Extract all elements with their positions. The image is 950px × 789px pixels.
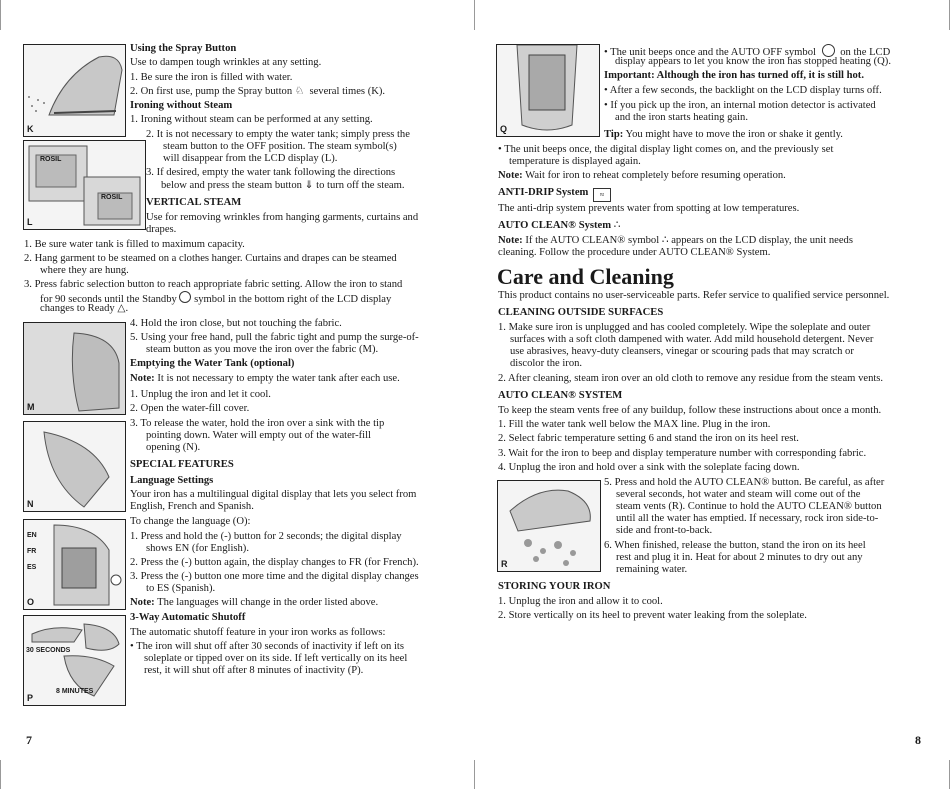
text-line: 5. Using your free hand, pull the fabric tight and pump the surge-of-: [130, 332, 419, 343]
figure-n-empty: [23, 421, 126, 512]
text-line: steam button to the OFF position. The steam symbol(s): [163, 141, 397, 152]
lcd-brand-text: ROSIL: [101, 194, 123, 201]
text-line: 1. Make sure iron is unplugged and has cooled completely. Wipe the soleplate and outer: [498, 322, 871, 333]
heading-empty-tank: Emptying the Water Tank (optional): [130, 358, 295, 369]
auto-clean-icon: ∴: [613, 220, 621, 231]
crop-mark: [0, 760, 1, 789]
text-line: • If you pick up the iron, an internal motion detector is activated: [604, 100, 876, 111]
text-line: 1. Ironing without steam can be performed at any setting.: [130, 114, 373, 125]
heading-ironing: Ironing without Steam: [130, 100, 233, 111]
shutoff-30-seconds: 30 SECONDS: [26, 647, 71, 654]
text-line: 1. Fill the water tank well below the MAX line. Plug in the iron.: [498, 419, 771, 430]
text-line: [130, 597, 378, 610]
text-line: Use for removing wrinkles from hanging garments, curtains and: [146, 212, 419, 223]
figure-label: P: [27, 693, 34, 703]
heading-cleaning-outside: CLEANING OUTSIDE SURFACES: [498, 307, 664, 318]
crop-mark: [474, 0, 475, 30]
figure-label: L: [27, 217, 33, 227]
text-span: changes to Ready: [40, 303, 115, 314]
text-line: 2. Hang garment to be steamed on a clothes hanger. Curtains and drapes can be steamed: [24, 253, 397, 264]
text-span: .: [125, 303, 129, 314]
text-line: 2. Press the (-) button again, the display changes to FR (for French).: [130, 557, 419, 568]
text-span: The languages will change in the order listed above.: [154, 597, 379, 608]
auto-clean-steam-illustration: [498, 481, 600, 571]
heading-language: Language Settings: [130, 475, 214, 486]
text-line: 3. If desired, empty the water tank following the directions: [146, 167, 396, 178]
text-line: • The unit beeps once, the digital display light comes on, and the previously set: [498, 144, 834, 155]
steam-button-icon: ⇓: [304, 180, 314, 191]
text-span: several times (K).: [309, 86, 386, 97]
text-line: cleaning. Follow the procedure under AUTO CLEAN® System.: [498, 247, 771, 258]
heading-special-features: SPECIAL FEATURES: [130, 459, 234, 470]
page-number: 7: [26, 733, 32, 747]
text-span: 2. On first use, pump the Spray button: [130, 86, 293, 97]
text-line: English, French and Spanish.: [130, 501, 254, 512]
crop-mark: [474, 760, 475, 789]
figure-label: K: [27, 124, 34, 134]
text-span: ANTI-DRIP System: [498, 187, 589, 198]
lang-en-label: EN: [27, 532, 37, 539]
figure-l-lcd: [23, 140, 146, 230]
text-span: on the LCD: [840, 47, 891, 58]
text-line: 1. Be sure the iron is filled with water.: [130, 72, 293, 83]
text-line: [40, 303, 128, 316]
text-line: 3. Press the (-) button one more time and the digital display changes: [130, 571, 419, 582]
figure-label: R: [501, 559, 508, 569]
figure-r-auto-clean: [497, 480, 601, 572]
auto-clean-icon: ∴: [661, 235, 669, 246]
text-line: 2. Open the water-fill cover.: [130, 403, 250, 414]
text-line: [130, 373, 400, 386]
text-line: rest and plug it in. Heat for about 2 minutes to dry out any: [616, 552, 863, 563]
text-span: Wait for iron to reheat completely before resuming operation.: [522, 170, 786, 181]
figure-m-vertical: [23, 322, 126, 415]
heading-anti-drip: [498, 187, 611, 202]
text-span: for 90 seconds until the Standby: [40, 294, 177, 305]
language-display-illustration: [24, 520, 125, 609]
empty-tank-illustration: [24, 422, 125, 511]
text-line: use abrasives, heavy-duty cleansers, vinegar or scouring pads that may scratch or: [510, 346, 854, 357]
text-span: If the AUTO CLEAN® symbol: [522, 235, 660, 246]
lang-es-label: ES: [27, 564, 37, 571]
vertical-steam-illustration: [24, 323, 125, 414]
text-span: • The unit beeps once and the AUTO OFF symbol: [604, 47, 816, 58]
note-label: Note:: [130, 597, 155, 608]
figure-p-shutoff: [23, 615, 126, 706]
text-line: 3. To release the water, hold the iron over a sink with the tip: [130, 418, 385, 429]
text-span: below and press the steam button: [161, 180, 302, 191]
text-line: Your iron has a multilingual digital display that lets you select from: [130, 489, 417, 500]
text-span: It is not necessary to empty the water tank after each use.: [154, 373, 400, 384]
text-line: display appears to let you know the iron has stopped heating (Q).: [615, 56, 891, 67]
note-label: Note:: [498, 170, 523, 181]
text-line: 6. When finished, release the button, stand the iron on its heel: [604, 540, 866, 551]
text-line: 1. Be sure water tank is filled to maximum capacity.: [24, 239, 245, 250]
text-line: opening (N).: [146, 442, 201, 453]
text-line: steam button as you move the iron over the fabric (M).: [146, 344, 379, 355]
text-line: [161, 180, 405, 193]
text-line: discolor the iron.: [510, 358, 583, 369]
heading-spray: Using the Spray Button: [130, 43, 237, 54]
heading-vertical-steam: VERTICAL STEAM: [146, 197, 242, 208]
lcd-display-illustration: [24, 141, 145, 229]
text-line: The automatic shutoff feature in your iron works as follows:: [130, 627, 386, 638]
figure-label: M: [27, 402, 35, 412]
text-line: • The iron will shut off after 30 seconds of inactivity if left on its: [130, 641, 404, 652]
text-line: 4. Unplug the iron and hold over a sink with the soleplate facing down.: [498, 462, 800, 473]
heading-auto-clean: [498, 220, 620, 233]
crop-mark: [0, 0, 1, 30]
spray-button-icon: ♘: [294, 86, 305, 97]
text-line: This product contains no user-serviceable parts. Refer service to qualified service personnel.: [498, 290, 890, 301]
text-line: several seconds, hot water and steam will come out of the: [616, 489, 861, 500]
text-line: and the iron starts heating gain.: [615, 112, 748, 123]
figure-k-spray: [23, 44, 126, 137]
note-label: Note:: [498, 235, 523, 246]
heading-storing: STORING YOUR IRON: [498, 581, 611, 592]
text-line: until all the water has emptied. If necessary, rock iron side-to-: [616, 513, 879, 524]
text-line: • After a few seconds, the backlight on the LCD display turns off.: [604, 85, 882, 96]
text-line: To change the language (O):: [130, 516, 251, 527]
text-line: will disappear from the LCD display (L).: [163, 153, 338, 164]
figure-label: O: [27, 597, 35, 607]
text-span: symbol in the bottom right of the LCD display: [194, 294, 392, 305]
text-line: 2. After cleaning, steam iron over an old cloth to remove any residue from the steam vents.: [498, 373, 884, 384]
text-line: 3. Wait for the iron to beep and display temperature number with corresponding fabric.: [498, 448, 867, 459]
shutoff-8-minutes: 8 MINUTES: [56, 688, 94, 695]
text-line: 2. Store vertically on its heel to prevent water leaking from the soleplate.: [498, 610, 807, 621]
text-line: shows EN (for English).: [146, 543, 249, 554]
important-note: Important: Although the iron has turned off, it is still hot.: [604, 70, 864, 81]
anti-drip-icon: ≈: [593, 188, 611, 202]
text-line: temperature is displayed again.: [509, 156, 641, 167]
text-line: [498, 235, 853, 248]
figure-o-language: [23, 519, 126, 610]
text-span: AUTO CLEAN® System: [498, 220, 612, 231]
text-line: soleplate or tipped over on its side. If left vertically on its heel: [144, 653, 408, 664]
text-line: rest, it will shut off after 8 minutes of inactivity (P).: [144, 665, 364, 676]
text-line: side and front-to-back.: [616, 525, 713, 536]
text-line: 5. Press and hold the AUTO CLEAN® button. Be careful, as after: [604, 477, 885, 488]
text-line: [498, 170, 786, 183]
tip-label: Tip:: [604, 129, 624, 140]
text-line: 1. Unplug the iron and let it cool.: [130, 389, 271, 400]
section-title-care-and-cleaning: Care and Cleaning: [497, 264, 674, 289]
text-line: 1. Press and hold the (-) button for 2 seconds; the digital display: [130, 531, 402, 542]
figure-label: Q: [500, 124, 508, 134]
text-span: to turn off the steam.: [316, 180, 405, 191]
text-line: 2. It is not necessary to empty the water tank; simply press the: [146, 129, 410, 140]
text-line: where they are hung.: [40, 265, 129, 276]
text-line: to ES (Spanish).: [146, 583, 216, 594]
text-span: You might have to move the iron or shake it gently.: [623, 129, 843, 140]
heading-auto-shutoff: 3-Way Automatic Shutoff: [130, 612, 246, 623]
figure-label: N: [27, 499, 34, 509]
text-line: 1. Unplug the iron and allow it to cool.: [498, 596, 663, 607]
text-line: remaining water.: [616, 564, 688, 575]
text-line: [604, 129, 843, 142]
text-line: The anti-drip system prevents water from spotting at low temperatures.: [498, 203, 800, 214]
text-line: 2. Select fabric temperature setting 6 and stand the iron on its heel rest.: [498, 433, 799, 444]
lang-fr-label: FR: [27, 548, 37, 555]
text-line: pointing down. Water will empty out of the water-fill: [146, 430, 371, 441]
ready-icon: △: [117, 303, 126, 314]
iron-spray-illustration: [24, 45, 125, 136]
text-line: 4. Hold the iron close, but not touching the fabric.: [130, 318, 342, 329]
lcd-brand-text: ROSIL: [40, 156, 62, 163]
text-line: steam vents (R). Continue to hold the AUTO CLEAN® button: [616, 501, 882, 512]
auto-off-display-illustration: [497, 45, 599, 136]
text-line: drapes.: [146, 224, 177, 235]
note-label: Note:: [130, 373, 155, 384]
text-line: [130, 86, 385, 99]
heading-auto-clean-system: AUTO CLEAN® SYSTEM: [498, 390, 623, 401]
standby-icon: [179, 291, 191, 303]
text-line: Use to dampen tough wrinkles at any setting.: [130, 57, 322, 68]
page-number: 8: [915, 733, 921, 747]
text-line: surfaces with a soft cloth dampened with water. Add mild household detergent. Never: [510, 334, 874, 345]
text-line: To keep the steam vents free of any buildup, follow these instructions about once a month.: [498, 405, 882, 416]
text-line: 3. Press fabric selection button to reach appropriate fabric setting. Allow the iron to stand: [24, 279, 403, 290]
figure-q-auto-off: [496, 44, 600, 137]
text-span: appears on the LCD display, the unit needs: [671, 235, 853, 246]
